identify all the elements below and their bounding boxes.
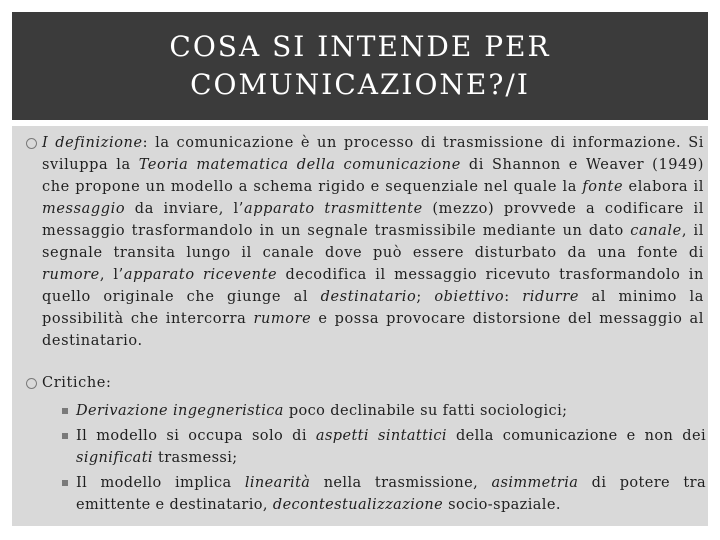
definition-segment: canale xyxy=(630,223,682,239)
definition-text xyxy=(42,135,704,349)
definition-segment: : xyxy=(504,289,523,305)
critiche-bullet xyxy=(42,372,704,394)
critica-segment: nella trasmissione, xyxy=(310,475,492,491)
critica-text-3 xyxy=(76,475,706,513)
definition-segment: , il segnale transita lungo il canale dove può essere disturbato da una fonte di xyxy=(42,223,704,261)
critiche-list xyxy=(76,400,706,519)
definition-segment: di Shannon e Weaver (1949) che propone un modello a schema rigido e sequenziale nel quale la xyxy=(42,157,705,195)
definition-segment: fonte xyxy=(582,179,624,195)
square-bullet-icon xyxy=(62,433,68,439)
slide-title-line-1: COSA SI INTENDE PER xyxy=(169,30,551,63)
definition-segment: , l’ xyxy=(99,267,124,283)
slide-title-line-2: COMUNICAZIONE?/I xyxy=(190,68,530,101)
square-bullet-icon xyxy=(62,480,68,486)
definition-segment: da inviare, l’ xyxy=(125,201,244,217)
circle-bullet-icon xyxy=(26,138,37,149)
definition-segment: : la comunicazione è un processo di trasmissione di informazione. Si sviluppa la xyxy=(42,135,704,173)
critica-segment: socio-spaziale. xyxy=(443,497,561,513)
definition-segment: apparato trasmittente xyxy=(243,201,423,217)
circle-bullet-icon xyxy=(26,378,37,389)
definition-bullet xyxy=(42,132,704,352)
content-panel xyxy=(12,126,708,526)
critica-segment: decontestualizzazione xyxy=(272,497,444,513)
critica-segment: di potere tra emittente e destinatario, xyxy=(76,475,706,513)
critiche-label: Critiche: xyxy=(42,375,112,391)
definition-segment: elabora il xyxy=(623,179,705,195)
critica-segment: significati xyxy=(76,450,153,466)
definition-segment: messaggio xyxy=(42,201,126,217)
definition-segment: ; xyxy=(416,289,435,305)
definition-segment: (mezzo) provvede a codificare il messaggio trasformandolo in un segnale trasmissibile mediante un dato xyxy=(42,201,704,239)
definition-segment: Teoria matematica della comunicazione xyxy=(138,157,461,173)
critica-segment: asimmetria xyxy=(491,475,579,491)
critica-item-3 xyxy=(76,472,706,516)
definition-segment: obiettivo xyxy=(434,289,505,305)
definition-segment: rumore xyxy=(42,267,100,283)
critica-item-2 xyxy=(76,425,706,469)
definition-segment: al minimo la possibilità che intercorra xyxy=(42,289,704,327)
critica-segment: Il modello implica xyxy=(76,475,245,491)
square-bullet-icon xyxy=(62,408,68,414)
definition-segment: rumore xyxy=(253,311,312,327)
critica-segment: Derivazione ingegneristica xyxy=(76,403,284,419)
definition-segment: apparato ricevente xyxy=(123,267,278,283)
critica-item-1 xyxy=(76,400,706,422)
definition-segment: destinatario xyxy=(320,289,417,305)
critica-segment: Il modello si occupa solo di xyxy=(76,428,316,444)
critica-segment: della comunicazione e non dei xyxy=(446,428,706,444)
definition-segment: ridurre xyxy=(522,289,580,305)
critica-segment: poco declinabile su fatti sociologici; xyxy=(283,403,568,419)
definition-segment: decodifica il messaggio ricevuto trasformandolo in quello originale che giunge al xyxy=(42,267,704,305)
critica-text-1 xyxy=(76,403,567,419)
critica-segment: aspetti sintattici xyxy=(315,428,447,444)
critica-segment: trasmessi; xyxy=(152,450,238,466)
critica-segment: linearità xyxy=(244,475,311,491)
critica-text-2 xyxy=(76,428,706,466)
title-bar xyxy=(12,12,708,120)
definition-segment: e possa provocare distorsione del messaggio al destinatario. xyxy=(42,311,704,349)
definition-segment: I definizione xyxy=(42,135,143,151)
